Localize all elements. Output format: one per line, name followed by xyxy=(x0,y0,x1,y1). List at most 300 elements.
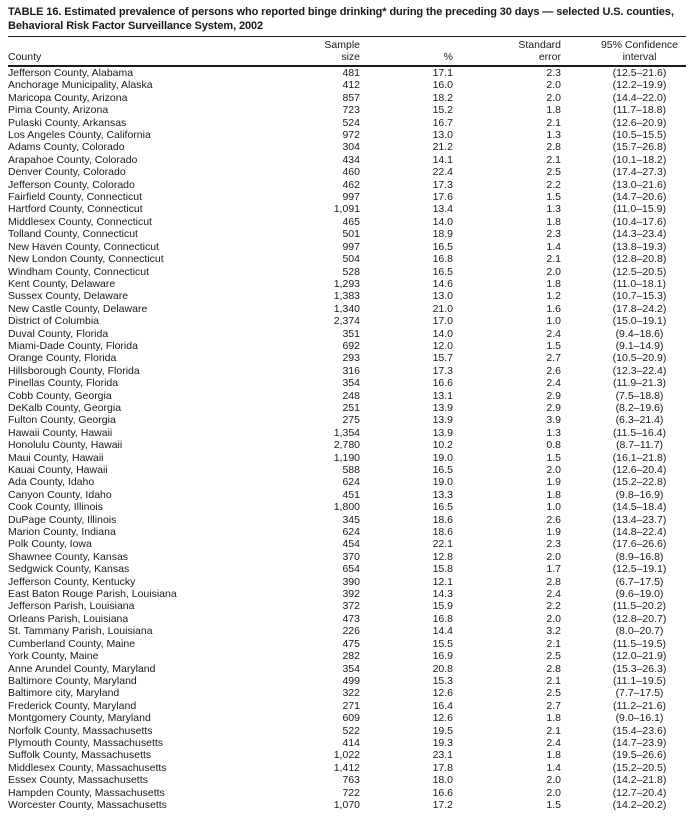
confidence-interval-cell: (15.0–19.1) xyxy=(612,315,667,328)
confidence-interval-cell: (15.2–22.8) xyxy=(612,476,667,489)
standard-error-cell: 1.8 xyxy=(546,215,561,228)
table-row xyxy=(8,799,686,811)
table-row xyxy=(8,141,686,153)
confidence-interval-cell: (11.0–18.1) xyxy=(613,277,666,290)
confidence-interval-cell: (12.5–21.6) xyxy=(612,67,667,79)
standard-error-cell: 2.0 xyxy=(546,91,561,104)
county-cell: Miami-Dade County, Florida xyxy=(8,339,138,352)
county-cell: New London County, Connecticut xyxy=(8,253,164,266)
percent-cell: 18.6 xyxy=(432,526,453,539)
county-cell: Fairfield County, Connecticut xyxy=(8,191,143,204)
percent-cell: 22.1 xyxy=(432,538,453,551)
table-row xyxy=(8,365,686,377)
percent-cell: 14.0 xyxy=(432,327,453,340)
standard-error-cell: 1.9 xyxy=(546,526,561,539)
county-cell: Cook County, Illinois xyxy=(8,501,103,514)
county-cell: Canyon County, Idaho xyxy=(8,488,112,501)
confidence-interval-cell: (10.1–18.2) xyxy=(612,153,667,166)
column-header-percent xyxy=(362,37,455,66)
standard-error-cell: 2.8 xyxy=(546,662,561,675)
county-cell: New Haven County, Connecticut xyxy=(8,240,159,253)
table-row xyxy=(8,501,686,513)
column-header-percent-line2: % xyxy=(443,50,453,63)
sample-size-cell: 1,800 xyxy=(333,501,360,514)
table-row xyxy=(8,154,686,166)
confidence-interval-cell: (9.0–16.1) xyxy=(615,712,664,725)
standard-error-cell: 2.3 xyxy=(546,538,561,551)
percent-cell: 18.9 xyxy=(432,228,453,241)
standard-error-cell: 2.4 xyxy=(546,736,561,749)
county-cell: Cumberland County, Maine xyxy=(8,637,136,650)
confidence-interval-cell: (11.9–21.3) xyxy=(613,377,666,390)
percent-cell: 15.8 xyxy=(432,563,453,576)
column-header-confidence-interval-line2: interval xyxy=(622,50,657,63)
table-header-row xyxy=(8,37,686,66)
sample-size-cell: 1,293 xyxy=(333,277,360,290)
table-title xyxy=(8,5,686,37)
standard-error-cell: 2.0 xyxy=(546,786,561,799)
confidence-interval-cell: (12.5–19.1) xyxy=(612,563,667,576)
county-cell: Arapahoe County, Colorado xyxy=(8,153,138,166)
percent-cell: 14.0 xyxy=(432,215,453,228)
percent-cell: 17.8 xyxy=(432,761,453,774)
county-cell: Anne Arundel County, Maryland xyxy=(8,662,156,675)
standard-error-cell: 2.1 xyxy=(546,724,561,737)
sample-size-cell: 624 xyxy=(342,476,360,489)
column-header-county xyxy=(8,37,308,66)
standard-error-cell: 3.9 xyxy=(546,414,561,427)
table-row xyxy=(8,117,686,129)
confidence-interval-cell: (10.5–20.9) xyxy=(612,352,667,365)
county-cell: Anchorage Municipality, Alaska xyxy=(8,79,153,92)
sample-size-cell: 1,340 xyxy=(333,302,360,315)
confidence-interval-cell: (12.8–20.8) xyxy=(612,253,667,266)
county-cell: Orange County, Florida xyxy=(8,352,117,365)
standard-error-cell: 1.4 xyxy=(546,240,561,253)
percent-cell: 20.8 xyxy=(432,662,453,675)
sample-size-cell: 624 xyxy=(342,526,360,539)
county-cell: District of Columbia xyxy=(8,315,100,328)
percent-cell: 13.9 xyxy=(432,426,453,439)
county-cell: Hartford County, Connecticut xyxy=(8,203,143,216)
confidence-interval-cell: (10.7–15.3) xyxy=(612,290,667,303)
confidence-interval-cell: (7.5–18.8) xyxy=(615,389,664,402)
county-cell: DeKalb County, Georgia xyxy=(8,401,122,414)
standard-error-cell: 2.8 xyxy=(546,575,561,588)
county-cell: Polk County, Iowa xyxy=(8,538,92,551)
standard-error-cell: 2.7 xyxy=(546,352,561,365)
confidence-interval-cell: (10.5–15.5) xyxy=(612,129,667,142)
percent-cell: 21.2 xyxy=(432,141,453,154)
table-row xyxy=(8,129,686,141)
county-cell: Hawaii County, Hawaii xyxy=(8,426,113,439)
table-row xyxy=(8,638,686,650)
percent-cell: 17.3 xyxy=(432,364,453,377)
standard-error-cell: 2.0 xyxy=(546,612,561,625)
standard-error-cell: 2.2 xyxy=(546,600,561,613)
standard-error-cell: 2.4 xyxy=(546,588,561,601)
sample-size-cell: 465 xyxy=(342,215,360,228)
percent-cell: 15.7 xyxy=(432,352,453,365)
table-row xyxy=(8,340,686,352)
confidence-interval-cell: (12.2–19.9) xyxy=(612,79,667,92)
table-row xyxy=(8,712,686,724)
county-cell: Baltimore County, Maryland xyxy=(8,674,137,687)
percent-cell: 17.6 xyxy=(432,191,453,204)
confidence-interval-cell: (12.5–20.5) xyxy=(612,265,667,278)
county-cell: Maricopa County, Arizona xyxy=(8,91,128,104)
county-cell: Sedgwick County, Kansas xyxy=(8,563,130,576)
county-cell: Kauai County, Hawaii xyxy=(8,464,108,476)
county-cell: York County, Maine xyxy=(8,650,99,663)
sample-size-cell: 588 xyxy=(342,464,360,476)
confidence-interval-cell: (14.3–23.4) xyxy=(612,228,667,241)
table-row xyxy=(8,414,686,426)
table-row xyxy=(8,377,686,389)
table-row xyxy=(8,464,686,476)
sample-size-cell: 392 xyxy=(342,588,360,601)
standard-error-cell: 2.3 xyxy=(546,228,561,241)
sample-size-cell: 226 xyxy=(342,625,360,638)
sample-size-cell: 271 xyxy=(342,699,360,712)
standard-error-cell: 1.9 xyxy=(546,476,561,489)
standard-error-cell: 2.0 xyxy=(546,550,561,563)
percent-cell: 19.0 xyxy=(432,451,453,464)
county-cell: Plymouth County, Massachusetts xyxy=(8,736,164,749)
confidence-interval-cell: (14.2–21.8) xyxy=(612,774,667,787)
percent-cell: 17.1 xyxy=(432,67,453,79)
percent-cell: 12.6 xyxy=(432,687,453,700)
sample-size-cell: 454 xyxy=(342,538,360,551)
standard-error-cell: 1.4 xyxy=(546,761,561,774)
county-cell: DuPage County, Illinois xyxy=(8,513,117,526)
sample-size-cell: 1,354 xyxy=(333,426,360,439)
confidence-interval-cell: (6.7–17.5) xyxy=(615,575,664,588)
column-header-sample-size xyxy=(308,37,362,66)
standard-error-cell: 2.4 xyxy=(546,327,561,340)
county-cell: Pulaski County, Arkansas xyxy=(8,116,127,129)
table-row xyxy=(8,303,686,315)
county-cell: East Baton Rouge Parish, Louisiana xyxy=(8,588,177,601)
column-header-sample-size-line2: size xyxy=(341,50,360,63)
table-row xyxy=(8,774,686,786)
confidence-interval-cell: (12.6–20.4) xyxy=(612,464,667,476)
standard-error-cell: 1.5 xyxy=(546,339,561,352)
sample-size-cell: 1,022 xyxy=(333,749,360,762)
confidence-interval-cell: (8.7–11.7) xyxy=(615,439,664,452)
confidence-interval-cell: (15.3–26.3) xyxy=(612,662,667,675)
sample-size-cell: 248 xyxy=(342,389,360,402)
table-body xyxy=(8,66,686,811)
county-cell: Duval County, Florida xyxy=(8,327,109,340)
column-header-sample-size-line1: Sample xyxy=(324,39,360,51)
column-header-county-line2: County xyxy=(8,50,42,63)
confidence-interval-cell: (8.2–19.6) xyxy=(615,401,664,414)
confidence-interval-cell: (12.0–21.9) xyxy=(612,650,667,663)
percent-cell: 15.2 xyxy=(432,104,453,117)
percent-cell: 16.5 xyxy=(432,464,453,476)
sample-size-cell: 345 xyxy=(342,513,360,526)
table-row xyxy=(8,352,686,364)
standard-error-cell: 2.5 xyxy=(546,687,561,700)
sample-size-cell: 304 xyxy=(342,141,360,154)
sample-size-cell: 997 xyxy=(342,191,360,204)
confidence-interval-cell: (10.4–17.6) xyxy=(612,215,667,228)
confidence-interval-cell: (8.0–20.7) xyxy=(615,625,664,638)
percent-cell: 14.6 xyxy=(432,277,453,290)
prevalence-table xyxy=(8,37,686,811)
standard-error-cell: 1.3 xyxy=(546,203,561,216)
table-row xyxy=(8,538,686,550)
county-cell: Windham County, Connecticut xyxy=(8,265,150,278)
percent-cell: 12.0 xyxy=(432,339,453,352)
standard-error-cell: 2.9 xyxy=(546,389,561,402)
percent-cell: 19.5 xyxy=(432,724,453,737)
sample-size-cell: 351 xyxy=(342,327,360,340)
table-row xyxy=(8,266,686,278)
county-cell: Cobb County, Georgia xyxy=(8,389,112,402)
table-row xyxy=(8,489,686,501)
table-row xyxy=(8,563,686,575)
county-cell: Adams County, Colorado xyxy=(8,141,125,154)
percent-cell: 16.7 xyxy=(432,116,453,129)
county-cell: Jefferson County, Colorado xyxy=(8,178,135,191)
standard-error-cell: 2.6 xyxy=(546,513,561,526)
percent-cell: 15.9 xyxy=(432,600,453,613)
table-row xyxy=(8,166,686,178)
county-cell: Sussex County, Delaware xyxy=(8,290,129,303)
sample-size-cell: 322 xyxy=(342,687,360,700)
sample-size-cell: 481 xyxy=(342,67,360,79)
table-row xyxy=(8,514,686,526)
table-row xyxy=(8,191,686,203)
sample-size-cell: 609 xyxy=(342,712,360,725)
table-row xyxy=(8,551,686,563)
sample-size-cell: 528 xyxy=(342,265,360,278)
table-row xyxy=(8,588,686,600)
county-cell: Suffolk County, Massachusetts xyxy=(8,749,152,762)
percent-cell: 21.0 xyxy=(432,302,453,315)
percent-cell: 16.4 xyxy=(432,699,453,712)
standard-error-cell: 2.1 xyxy=(546,637,561,650)
county-cell: Marion County, Indiana xyxy=(8,526,116,539)
sample-size-cell: 763 xyxy=(342,774,360,787)
standard-error-cell: 2.5 xyxy=(546,650,561,663)
confidence-interval-cell: (14.7–23.9) xyxy=(612,736,667,749)
percent-cell: 14.3 xyxy=(432,588,453,601)
standard-error-cell: 1.5 xyxy=(546,191,561,204)
table-row xyxy=(8,290,686,302)
sample-size-cell: 501 xyxy=(342,228,360,241)
confidence-interval-cell: (14.5–18.4) xyxy=(612,501,667,514)
sample-size-cell: 354 xyxy=(342,377,360,390)
table-row xyxy=(8,613,686,625)
county-cell: Maui County, Hawaii xyxy=(8,451,104,464)
confidence-interval-cell: (12.7–20.4) xyxy=(612,786,667,799)
table-row xyxy=(8,700,686,712)
county-cell: Ada County, Idaho xyxy=(8,476,95,489)
percent-cell: 13.9 xyxy=(432,414,453,427)
confidence-interval-cell: (9.6–19.0) xyxy=(615,588,664,601)
standard-error-cell: 2.0 xyxy=(546,774,561,787)
standard-error-cell: 2.1 xyxy=(546,153,561,166)
standard-error-cell: 2.9 xyxy=(546,401,561,414)
sample-size-cell: 462 xyxy=(342,178,360,191)
percent-cell: 16.0 xyxy=(432,79,453,92)
percent-cell: 22.4 xyxy=(432,166,453,179)
confidence-interval-cell: (11.1–19.5) xyxy=(613,674,666,687)
percent-cell: 13.4 xyxy=(432,203,453,216)
sample-size-cell: 1,412 xyxy=(333,761,360,774)
confidence-interval-cell: (6.3–21.4) xyxy=(615,414,664,427)
table-row xyxy=(8,92,686,104)
table-row xyxy=(8,762,686,774)
county-cell: Middlesex County, Connecticut xyxy=(8,215,152,228)
confidence-interval-cell: (15.2–20.5) xyxy=(612,761,667,774)
standard-error-cell: 2.3 xyxy=(546,67,561,79)
confidence-interval-cell: (17.4–27.3) xyxy=(612,166,667,179)
county-cell: Worcester County, Massachusetts xyxy=(8,798,167,811)
standard-error-cell: 2.1 xyxy=(546,116,561,129)
table-row xyxy=(8,526,686,538)
confidence-interval-cell: (9.1–14.9) xyxy=(615,339,664,352)
table-row xyxy=(8,228,686,240)
percent-cell: 15.5 xyxy=(432,637,453,650)
table-row xyxy=(8,663,686,675)
standard-error-cell: 1.6 xyxy=(546,302,561,315)
confidence-interval-cell: (7.7–17.5) xyxy=(615,687,664,700)
sample-size-cell: 316 xyxy=(342,364,360,377)
sample-size-cell: 414 xyxy=(342,736,360,749)
percent-cell: 12.6 xyxy=(432,712,453,725)
confidence-interval-cell: (17.6–26.6) xyxy=(612,538,667,551)
county-cell: Orleans Parish, Louisiana xyxy=(8,612,129,625)
confidence-interval-cell: (11.7–18.8) xyxy=(613,104,666,117)
percent-cell: 13.3 xyxy=(432,488,453,501)
table-row xyxy=(8,650,686,662)
table-row xyxy=(8,203,686,215)
county-cell: Middlesex County, Massachusetts xyxy=(8,761,167,774)
table-header xyxy=(8,37,686,66)
percent-cell: 13.9 xyxy=(432,401,453,414)
confidence-interval-cell: (15.7–26.8) xyxy=(612,141,667,154)
table-row xyxy=(8,402,686,414)
column-header-standard-error-line1: Standard xyxy=(518,39,561,51)
county-cell: Jefferson County, Kentucky xyxy=(8,575,136,588)
standard-error-cell: 1.7 xyxy=(546,563,561,576)
sample-size-cell: 475 xyxy=(342,637,360,650)
standard-error-cell: 1.5 xyxy=(546,451,561,464)
percent-cell: 13.1 xyxy=(432,389,453,402)
standard-error-cell: 2.6 xyxy=(546,364,561,377)
county-cell: Pinellas County, Florida xyxy=(8,377,119,390)
table-row xyxy=(8,787,686,799)
table-row xyxy=(8,687,686,699)
standard-error-cell: 0.8 xyxy=(546,439,561,452)
standard-error-cell: 1.8 xyxy=(546,749,561,762)
sample-size-cell: 251 xyxy=(342,401,360,414)
county-cell: Honolulu County, Hawaii xyxy=(8,439,123,452)
percent-cell: 15.3 xyxy=(432,674,453,687)
sample-size-cell: 1,190 xyxy=(333,451,360,464)
confidence-interval-cell: (11.5–16.4) xyxy=(613,426,666,439)
standard-error-cell: 2.8 xyxy=(546,141,561,154)
standard-error-cell: 2.0 xyxy=(546,79,561,92)
table-row xyxy=(8,600,686,612)
percent-cell: 18.0 xyxy=(432,774,453,787)
county-cell: Hillsborough County, Florida xyxy=(8,364,140,377)
sample-size-cell: 372 xyxy=(342,600,360,613)
table-row xyxy=(8,737,686,749)
percent-cell: 16.6 xyxy=(432,786,453,799)
county-cell: Tolland County, Connecticut xyxy=(8,228,138,241)
percent-cell: 16.8 xyxy=(432,253,453,266)
sample-size-cell: 370 xyxy=(342,550,360,563)
standard-error-cell: 1.8 xyxy=(546,488,561,501)
column-header-confidence-interval xyxy=(563,37,686,66)
percent-cell: 23.1 xyxy=(432,749,453,762)
percent-cell: 16.9 xyxy=(432,650,453,663)
confidence-interval-cell: (11.5–19.5) xyxy=(613,637,666,650)
table-row xyxy=(8,253,686,265)
table-row xyxy=(8,576,686,588)
percent-cell: 18.2 xyxy=(432,91,453,104)
column-header-confidence-interval-line1: 95% Confidence xyxy=(600,39,679,51)
table-title-line2: Behavioral Risk Factor Surveillance System, 2002 xyxy=(8,20,264,32)
table-row xyxy=(8,104,686,116)
table-row xyxy=(8,179,686,191)
standard-error-cell: 2.1 xyxy=(546,674,561,687)
confidence-interval-cell: (13.0–21.6) xyxy=(612,178,667,191)
standard-error-cell: 1.0 xyxy=(546,315,561,328)
sample-size-cell: 354 xyxy=(342,662,360,675)
county-cell: Shawnee County, Kansas xyxy=(8,550,129,563)
sample-size-cell: 723 xyxy=(342,104,360,117)
table-row xyxy=(8,625,686,637)
sample-size-cell: 412 xyxy=(342,79,360,92)
percent-cell: 13.0 xyxy=(432,290,453,303)
county-cell: Kent County, Delaware xyxy=(8,277,116,290)
table-row xyxy=(8,328,686,340)
percent-cell: 19.0 xyxy=(432,476,453,489)
standard-error-cell: 1.0 xyxy=(546,501,561,514)
county-cell: Pima County, Arizona xyxy=(8,104,109,117)
sample-size-cell: 972 xyxy=(342,129,360,142)
confidence-interval-cell: (13.4–23.7) xyxy=(612,513,667,526)
confidence-interval-cell: (9.4–18.6) xyxy=(615,327,664,340)
standard-error-cell: 1.8 xyxy=(546,712,561,725)
table-row xyxy=(8,241,686,253)
sample-size-cell: 522 xyxy=(342,724,360,737)
sample-size-cell: 460 xyxy=(342,166,360,179)
standard-error-cell: 2.5 xyxy=(546,166,561,179)
sample-size-cell: 524 xyxy=(342,116,360,129)
table-row xyxy=(8,749,686,761)
confidence-interval-cell: (13.8–19.3) xyxy=(612,240,667,253)
county-cell: Denver County, Colorado xyxy=(8,166,126,179)
standard-error-cell: 2.2 xyxy=(546,178,561,191)
county-cell: Baltimore city, Maryland xyxy=(8,687,120,700)
sample-size-cell: 654 xyxy=(342,563,360,576)
percent-cell: 16.5 xyxy=(432,240,453,253)
sample-size-cell: 857 xyxy=(342,91,360,104)
sample-size-cell: 504 xyxy=(342,253,360,266)
percent-cell: 16.5 xyxy=(432,501,453,514)
confidence-interval-cell: (11.0–15.9) xyxy=(613,203,666,216)
confidence-interval-cell: (8.9–16.8) xyxy=(615,550,664,563)
sample-size-cell: 434 xyxy=(342,153,360,166)
sample-size-cell: 275 xyxy=(342,414,360,427)
